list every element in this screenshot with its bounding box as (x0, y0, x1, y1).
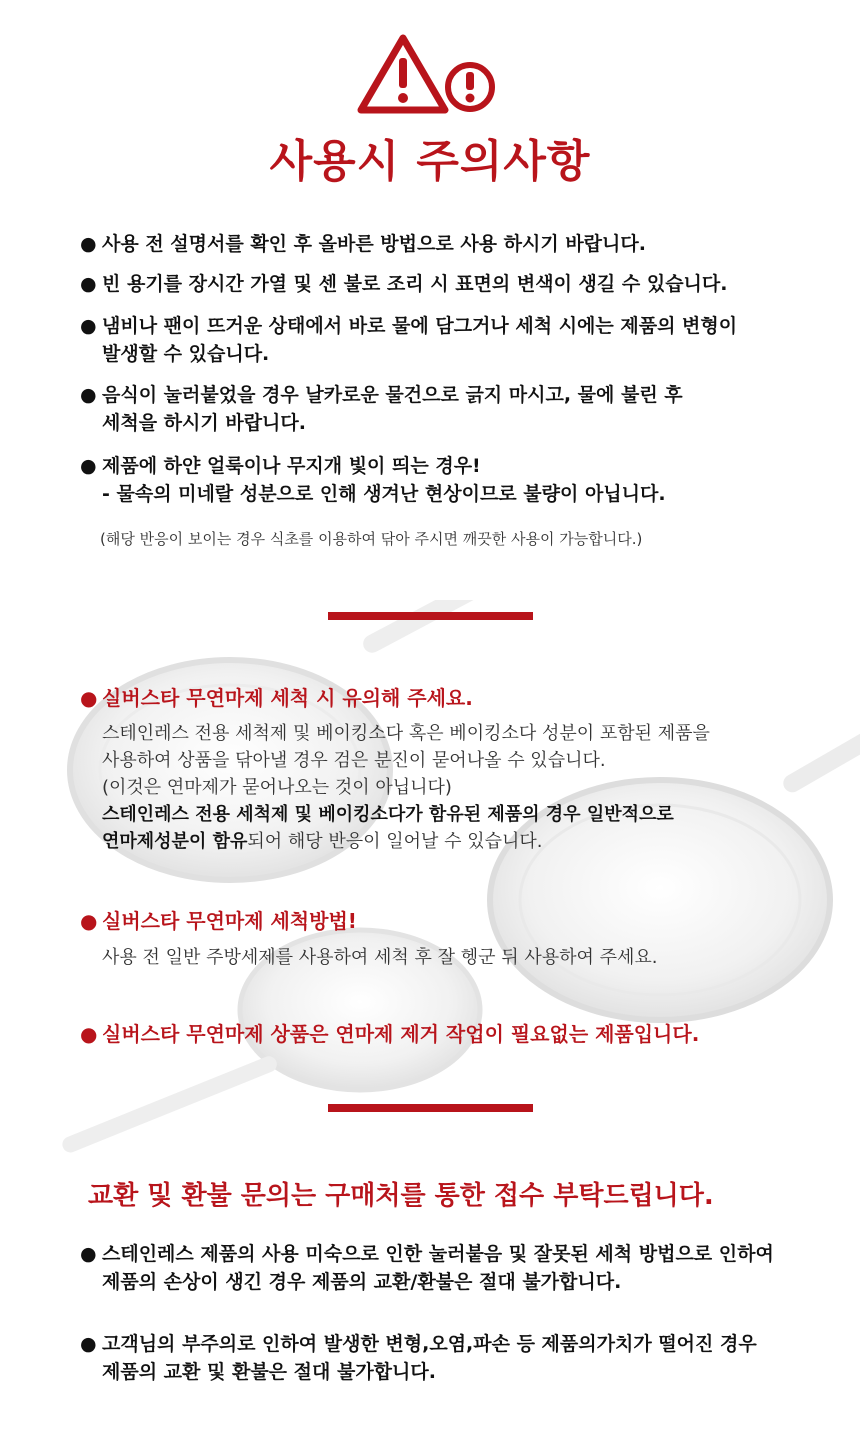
bullet-icon: ● (80, 1022, 98, 1046)
bullet-icon: ● (80, 384, 97, 406)
bullet-icon: ● (80, 273, 97, 295)
wash-caution-heading: ● 실버스타 무연마제 세척 시 유의해 주세요. (80, 686, 473, 710)
section-divider (328, 1104, 533, 1112)
wash-method-heading: ● 실버스타 무연마제 세척방법! (80, 909, 357, 933)
caution-item: ● 음식이 눌러붙었을 경우 날카로운 물건으로 긁지 마시고, 물에 불린 후 세척을 하시기 바랍니다. (80, 381, 683, 437)
no-polish-heading: ● 실버스타 무연마제 상품은 연마제 제거 작업이 필요없는 제품입니다. (80, 1022, 700, 1046)
refund-item: ● 스테인레스 제품의 사용 미숙으로 인한 눌러붙음 및 잘못된 세척 방법으로 인하여 제품의 손상이 생긴 경우 제품의 교환/환불은 절대 불가합니다. (80, 1240, 774, 1296)
caution-item: ● 빈 용기를 장시간 가열 및 센 불로 조리 시 표면의 변색이 생길 수 있습니다. (80, 270, 727, 298)
caution-item: ● 제품에 하얀 얼룩이나 무지개 빛이 띄는 경우! - 물속의 미네랄 성분으로 인해 생겨난 현상이므로 불량이 아닙니다. (80, 452, 666, 508)
section-divider (328, 612, 533, 620)
bullet-icon: ● (80, 1333, 97, 1355)
caution-note: (해당 반응이 보이는 경우 식초를 이용하여 닦아 주시면 깨끗한 사용이 가능합니다.) (100, 530, 643, 548)
page-title: 사용시 주의사항 (269, 136, 591, 187)
wash-caution-body: 스테인레스 전용 세척제 및 베이킹소다 혹은 베이킹소다 성분이 포함된 제품을 사용하여 상품을 닦아낼 경우 검은 분진이 묻어나올 수 있습니다. (이것은 연마제가 묻어나오는 것이 아닙니다) 스테인레스 전용 세척제 및 베이킹소다가 함유된 제품의 경우 일반적으로 연마제성분이 함유되어 해당 반응이 일어날 수 있습니다. (102, 723, 710, 852)
bullet-icon: ● (80, 315, 97, 337)
warning-triangle-icon (355, 30, 505, 120)
bullet-icon: ● (80, 909, 98, 933)
bullet-icon: ● (80, 686, 98, 710)
bullet-icon: ● (80, 233, 97, 255)
caution-item: ● 냄비나 팬이 뜨거운 상태에서 바로 물에 담그거나 세척 시에는 제품의 변형이 발생할 수 있습니다. (80, 312, 737, 368)
refund-title: 교환 및 환불 문의는 구매처를 통한 접수 부탁드립니다. (88, 1181, 714, 1211)
bullet-icon: ● (80, 1243, 97, 1265)
refund-item: ● 고객님의 부주의로 인하여 발생한 변형,오염,파손 등 제품의가치가 떨어진 경우 제품의 교환 및 환불은 절대 불가합니다. (80, 1330, 757, 1386)
caution-item: ● 사용 전 설명서를 확인 후 올바른 방법으로 사용 하시기 바랍니다. (80, 230, 646, 258)
bullet-icon: ● (80, 455, 97, 477)
wash-method-body: 사용 전 일반 주방세제를 사용하여 세척 후 잘 헹군 뒤 사용하여 주세요. (102, 947, 658, 968)
